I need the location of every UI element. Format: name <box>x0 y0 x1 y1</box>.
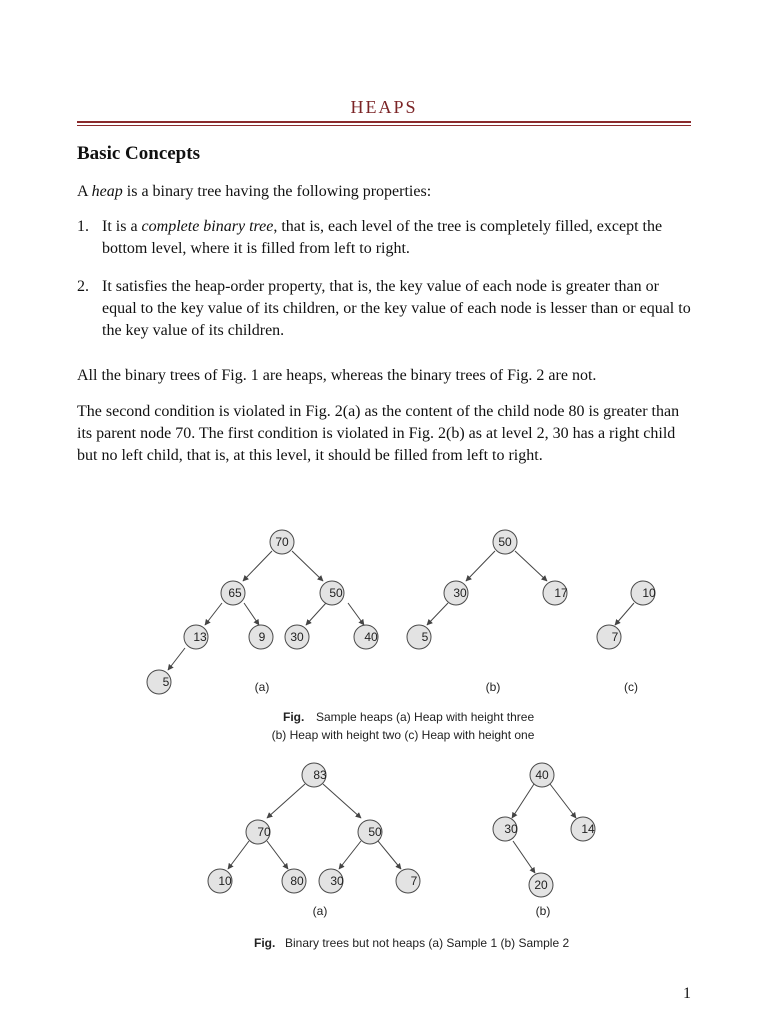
svg-text:50: 50 <box>498 535 512 549</box>
tree-node <box>184 625 208 649</box>
svg-text:65: 65 <box>228 586 242 600</box>
tree-node <box>282 869 306 893</box>
svg-text:14: 14 <box>581 822 595 836</box>
tree-node <box>444 581 468 605</box>
tree-node <box>597 625 621 649</box>
svg-text:10: 10 <box>642 586 656 600</box>
tree-node <box>543 581 568 605</box>
svg-text:30: 30 <box>330 874 344 888</box>
intro-paragraph: A heap is a binary tree having the following properties: <box>77 183 432 200</box>
subfigure-label: (b) <box>485 680 501 694</box>
subfigure-label: (b) <box>535 904 551 918</box>
tree-node <box>270 530 294 554</box>
caption-line: (b) Heap with height two (c) Heap with height one <box>271 728 535 742</box>
figure2-tree-b <box>493 763 595 918</box>
tree-node <box>319 869 344 893</box>
section-heading: Basic Concepts <box>77 143 200 164</box>
tree-node <box>354 625 378 649</box>
body-paragraph: All the binary trees of Fig. 1 are heaps, whereas the binary trees of Fig. 2 are not. <box>77 367 597 384</box>
list-number: 1. <box>77 218 89 235</box>
svg-text:40: 40 <box>364 630 378 644</box>
svg-text:70: 70 <box>275 535 289 549</box>
svg-text:30: 30 <box>504 822 518 836</box>
tree-node <box>396 869 420 893</box>
svg-text:7: 7 <box>611 630 619 644</box>
figure1-tree-a <box>147 530 378 694</box>
caption-prefix: Fig. <box>283 710 305 724</box>
svg-text:5: 5 <box>162 675 170 689</box>
tree-node <box>246 820 271 844</box>
tree-node <box>285 625 309 649</box>
tree-node <box>208 869 232 893</box>
tree-node <box>302 763 327 787</box>
list-text: It satisfies the heap-order property, that is, the key value of each node is greater than or equal to the key value of its children, or the key value of each node is lesser than or equal to the key value of its children. <box>102 278 691 339</box>
svg-text:50: 50 <box>368 825 382 839</box>
svg-text:5: 5 <box>421 630 429 644</box>
tree-node <box>529 873 553 897</box>
svg-text:40: 40 <box>535 768 549 782</box>
heap-term: heap <box>91 183 123 200</box>
tree-node <box>571 817 595 841</box>
tree-node <box>147 670 171 694</box>
list-text: It is a complete binary tree, that is, each level of the tree is completely filled, except the bottom level, where it is filled from left to right. <box>102 218 663 257</box>
tree-node <box>320 581 344 605</box>
caption-prefix: Fig. <box>254 936 276 950</box>
figure1-tree-b <box>407 530 568 694</box>
tree-node <box>249 625 273 649</box>
subfigure-label: (c) <box>624 680 638 694</box>
tree-node <box>493 530 517 554</box>
page-title: HEAPS <box>350 97 418 117</box>
svg-text:70: 70 <box>257 825 271 839</box>
subfigure-label: (a) <box>312 904 328 918</box>
list-number: 2. <box>77 278 89 295</box>
caption-line: Binary trees but not heaps (a) Sample 1 (b) Sample 2 <box>285 936 570 950</box>
svg-text:7: 7 <box>410 874 418 888</box>
figure2-caption <box>254 936 569 950</box>
svg-text:30: 30 <box>453 586 467 600</box>
body-paragraph: The second condition is violated in Fig. 2(a) as the content of the child node 80 is greater than its parent node 70. The first condition is violated in Fig. 2(b) as at level 2, 30 has a right child but no left child, that is, at this level, it should be filled from left to right. <box>77 403 680 464</box>
svg-text:10: 10 <box>218 874 232 888</box>
tree-node <box>493 817 518 841</box>
tree-node <box>631 581 656 605</box>
svg-text:50: 50 <box>329 586 343 600</box>
page-number: 1 <box>683 985 691 1002</box>
tree-node <box>358 820 382 844</box>
svg-text:30: 30 <box>290 630 304 644</box>
svg-text:13: 13 <box>193 630 207 644</box>
tree-node <box>407 625 431 649</box>
svg-text:20: 20 <box>534 878 548 892</box>
figure1-tree-c <box>597 581 656 694</box>
svg-text:83: 83 <box>313 768 327 782</box>
svg-text:17: 17 <box>554 586 568 600</box>
svg-text:80: 80 <box>290 874 304 888</box>
svg-text:Fig. <box>254 936 275 950</box>
complete-binary-tree-term: complete binary tree <box>141 218 274 235</box>
caption-line: Sample heaps (a) Heap with height three <box>316 710 535 724</box>
figure2-tree-a <box>208 763 420 918</box>
tree-node <box>530 763 554 787</box>
tree-node <box>221 581 245 605</box>
figure1-caption <box>272 710 535 742</box>
subfigure-label: (a) <box>254 680 270 694</box>
svg-text:Fig. <box>283 710 304 724</box>
svg-text:9: 9 <box>258 630 266 644</box>
